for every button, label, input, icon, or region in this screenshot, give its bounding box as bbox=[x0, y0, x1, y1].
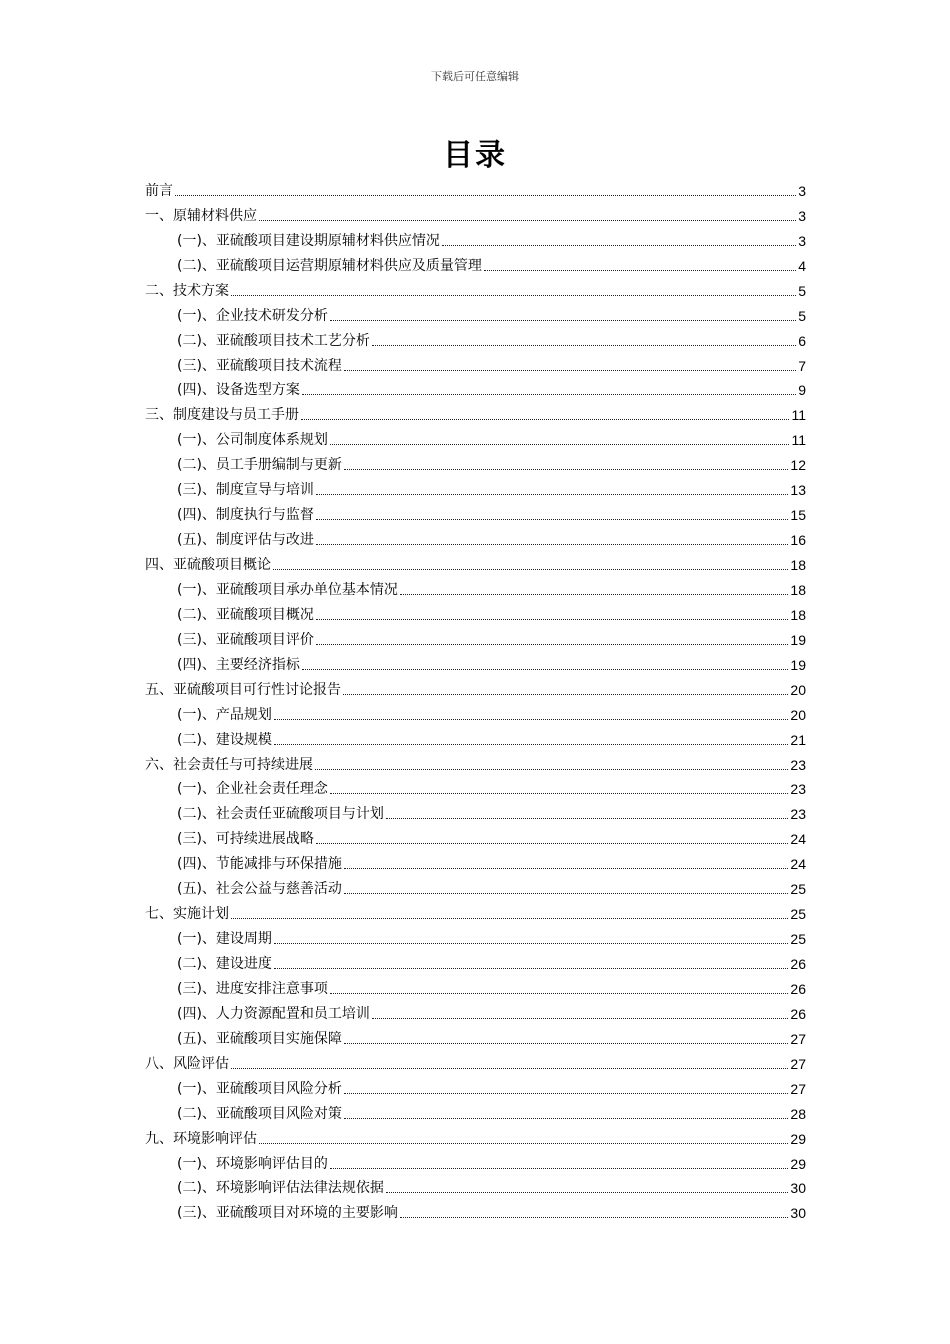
dot-leader bbox=[386, 817, 788, 819]
toc-entry-label: 八、风险评估 bbox=[145, 1055, 229, 1072]
dot-leader bbox=[316, 643, 788, 645]
toc-entry-page-number: 11 bbox=[791, 407, 806, 424]
dot-leader bbox=[231, 1067, 788, 1069]
toc-entry-label: (一)、公司制度体系规划 bbox=[177, 432, 328, 449]
toc-section-entry[interactable] bbox=[145, 899, 806, 924]
toc-subsection-entry[interactable] bbox=[145, 1174, 806, 1199]
toc-subsection-entry[interactable] bbox=[145, 500, 806, 525]
toc-section-entry[interactable] bbox=[145, 1049, 806, 1074]
toc-subsection-entry[interactable] bbox=[145, 376, 806, 401]
toc-entry-page-number: 7 bbox=[798, 357, 806, 374]
toc-entry-page-number: 23 bbox=[790, 781, 806, 798]
toc-entry-label: (二)、亚硫酸项目风险对策 bbox=[177, 1105, 342, 1122]
toc-entry-label: (一)、产品规划 bbox=[177, 706, 272, 723]
toc-subsection-entry[interactable] bbox=[145, 1099, 806, 1124]
page-title: 目录 bbox=[443, 138, 507, 173]
toc-entry-page-number: 20 bbox=[790, 681, 806, 698]
toc-subsection-entry[interactable] bbox=[145, 450, 806, 475]
toc-entry-label: (四)、设备选型方案 bbox=[177, 382, 300, 399]
toc-entry-page-number: 30 bbox=[790, 1180, 806, 1197]
toc-subsection-entry[interactable] bbox=[145, 700, 806, 725]
toc-entry-page-number: 18 bbox=[790, 557, 806, 573]
toc-entry-page-number: 19 bbox=[790, 631, 806, 648]
dot-leader bbox=[372, 344, 796, 346]
toc-subsection-entry[interactable] bbox=[145, 949, 806, 974]
toc-subsection-entry[interactable] bbox=[145, 1024, 806, 1049]
dot-leader bbox=[330, 992, 788, 994]
toc-entry-label: (一)、亚硫酸项目建设期原辅材料供应情况 bbox=[177, 232, 440, 249]
toc-entry-label: (二)、员工手册编制与更新 bbox=[177, 457, 342, 474]
toc-entry-page-number: 11 bbox=[791, 432, 806, 449]
toc-entry-page-number: 27 bbox=[790, 1055, 806, 1072]
dot-leader bbox=[274, 743, 788, 745]
toc-subsection-entry[interactable] bbox=[145, 475, 806, 500]
dot-leader bbox=[316, 842, 788, 844]
toc-entry-label: (一)、企业社会责任理念 bbox=[177, 781, 328, 798]
toc-subsection-entry[interactable] bbox=[145, 301, 806, 326]
toc-entry-label: (五)、亚硫酸项目实施保障 bbox=[177, 1030, 342, 1047]
dot-leader bbox=[344, 1092, 788, 1094]
toc-entry-label: 六、社会责任与可持续进展 bbox=[145, 756, 313, 773]
toc-entry-label: 五、亚硫酸项目可行性讨论报告 bbox=[145, 681, 341, 698]
toc-subsection-entry[interactable] bbox=[145, 251, 806, 276]
toc-entry-page-number: 3 bbox=[798, 232, 806, 249]
toc-entry-label: 七、实施计划 bbox=[145, 906, 229, 923]
toc-entry-page-number: 15 bbox=[790, 507, 806, 524]
dot-leader bbox=[372, 1017, 788, 1019]
toc-subsection-entry[interactable] bbox=[145, 725, 806, 750]
toc-entry-label: 一、原辅材料供应 bbox=[145, 207, 257, 224]
toc-entry-page-number: 26 bbox=[790, 956, 806, 972]
toc-entry-label: 九、环境影响评估 bbox=[145, 1130, 257, 1147]
toc-subsection-entry[interactable] bbox=[145, 1149, 806, 1174]
dot-leader bbox=[330, 319, 796, 321]
dot-leader bbox=[386, 1191, 788, 1193]
toc-subsection-entry[interactable] bbox=[145, 924, 806, 949]
toc-section-entry[interactable] bbox=[145, 550, 806, 575]
toc-entry-label: (二)、亚硫酸项目技术工艺分析 bbox=[177, 332, 370, 349]
toc-entry-label: (三)、进度安排注意事项 bbox=[177, 980, 328, 997]
toc-entry-page-number: 16 bbox=[790, 532, 806, 549]
dot-leader bbox=[316, 618, 788, 620]
dot-leader bbox=[344, 892, 788, 894]
toc-section-entry[interactable] bbox=[145, 675, 806, 700]
toc-entry-label: (一)、亚硫酸项目承办单位基本情况 bbox=[177, 581, 398, 598]
toc-entry-label: (五)、社会公益与慈善活动 bbox=[177, 881, 342, 898]
toc-entry-page-number: 29 bbox=[790, 1130, 806, 1147]
dot-leader bbox=[400, 1216, 788, 1218]
toc-entry-page-number: 18 bbox=[790, 581, 806, 598]
dot-leader bbox=[316, 518, 788, 520]
dot-leader bbox=[231, 294, 796, 296]
toc-entry-label: 二、技术方案 bbox=[145, 282, 229, 299]
dot-leader bbox=[302, 393, 796, 395]
dot-leader bbox=[175, 194, 796, 196]
toc-subsection-entry[interactable] bbox=[145, 226, 806, 251]
dot-leader bbox=[316, 543, 788, 545]
toc-entry-label: 前言 bbox=[145, 182, 173, 199]
toc-entry-page-number: 29 bbox=[790, 1155, 806, 1172]
toc-entry-page-number: 24 bbox=[790, 831, 806, 848]
table-of-contents bbox=[145, 176, 806, 1223]
toc-entry-page-number: 23 bbox=[790, 756, 806, 773]
toc-subsection-entry[interactable] bbox=[145, 974, 806, 999]
toc-entry-label: (二)、社会责任亚硫酸项目与计划 bbox=[177, 806, 384, 823]
dot-leader bbox=[330, 443, 790, 445]
toc-subsection-entry[interactable] bbox=[145, 799, 806, 824]
dot-leader bbox=[231, 917, 788, 919]
toc-subsection-entry[interactable] bbox=[145, 575, 806, 600]
toc-section-entry[interactable] bbox=[145, 201, 806, 226]
toc-entry-page-number: 3 bbox=[798, 207, 806, 224]
toc-section-entry[interactable] bbox=[145, 1124, 806, 1149]
toc-entry-page-number: 27 bbox=[790, 1080, 806, 1097]
toc-entry-label: (三)、亚硫酸项目对环境的主要影响 bbox=[177, 1205, 398, 1222]
toc-entry-label: (三)、制度宣导与培训 bbox=[177, 482, 314, 499]
toc-subsection-entry[interactable] bbox=[145, 600, 806, 625]
dot-leader bbox=[344, 468, 788, 470]
toc-entry-page-number: 12 bbox=[790, 457, 806, 474]
toc-entry-label: (一)、环境影响评估目的 bbox=[177, 1155, 328, 1172]
toc-subsection-entry[interactable] bbox=[145, 351, 806, 376]
toc-subsection-entry[interactable] bbox=[145, 775, 806, 800]
dot-leader bbox=[344, 867, 788, 869]
header-note: 下载后可任意编辑 bbox=[431, 70, 519, 83]
dot-leader bbox=[274, 942, 788, 944]
dot-leader bbox=[330, 1167, 788, 1169]
toc-entry-page-number: 26 bbox=[790, 980, 806, 997]
toc-subsection-entry[interactable] bbox=[145, 425, 806, 450]
toc-entry-page-number: 19 bbox=[790, 656, 806, 673]
toc-entry-label: (四)、制度执行与监督 bbox=[177, 507, 314, 524]
dot-leader bbox=[259, 1142, 788, 1144]
dot-leader bbox=[316, 493, 788, 495]
dot-leader bbox=[400, 593, 788, 595]
toc-entry-label: (三)、可持续进展战略 bbox=[177, 831, 314, 848]
toc-entry-page-number: 26 bbox=[790, 1005, 806, 1022]
toc-entry-page-number: 25 bbox=[790, 881, 806, 898]
dot-leader bbox=[274, 967, 788, 969]
toc-entry-page-number: 5 bbox=[798, 282, 806, 299]
toc-entry-page-number: 4 bbox=[798, 257, 806, 274]
toc-entry-label: (二)、建设进度 bbox=[177, 956, 272, 972]
toc-entry-label: (二)、建设规模 bbox=[177, 731, 272, 748]
toc-entry-label: (四)、节能减排与环保措施 bbox=[177, 856, 342, 873]
toc-entry-page-number: 20 bbox=[790, 706, 806, 723]
dot-leader bbox=[315, 768, 788, 770]
dot-leader bbox=[330, 792, 788, 794]
toc-entry-label: 三、制度建设与员工手册 bbox=[145, 407, 299, 424]
dot-leader bbox=[344, 1042, 788, 1044]
toc-entry-label: (五)、制度评估与改进 bbox=[177, 532, 314, 549]
toc-entry-label: (二)、亚硫酸项目运营期原辅材料供应及质量管理 bbox=[177, 257, 482, 274]
dot-leader bbox=[274, 718, 788, 720]
toc-subsection-entry[interactable] bbox=[145, 1198, 806, 1223]
toc-section-entry[interactable] bbox=[145, 750, 806, 775]
toc-section-entry[interactable] bbox=[145, 176, 806, 201]
toc-subsection-entry[interactable] bbox=[145, 625, 806, 650]
toc-entry-label: 四、亚硫酸项目概论 bbox=[145, 557, 271, 573]
dot-leader bbox=[344, 1117, 788, 1119]
toc-entry-label: (三)、亚硫酸项目技术流程 bbox=[177, 357, 342, 374]
dot-leader bbox=[259, 219, 796, 221]
toc-section-entry[interactable] bbox=[145, 276, 806, 301]
toc-entry-label: (一)、企业技术研发分析 bbox=[177, 307, 328, 324]
toc-entry-page-number: 25 bbox=[790, 906, 806, 923]
toc-entry-page-number: 28 bbox=[790, 1105, 806, 1122]
toc-subsection-entry[interactable] bbox=[145, 650, 806, 675]
toc-entry-label: (三)、亚硫酸项目评价 bbox=[177, 631, 314, 648]
toc-entry-page-number: 18 bbox=[790, 606, 806, 623]
toc-subsection-entry[interactable] bbox=[145, 525, 806, 550]
dot-leader bbox=[301, 418, 789, 420]
dot-leader bbox=[484, 269, 796, 271]
toc-entry-page-number: 24 bbox=[790, 856, 806, 873]
toc-entry-page-number: 13 bbox=[790, 482, 806, 499]
toc-subsection-entry[interactable] bbox=[145, 999, 806, 1024]
toc-entry-page-number: 6 bbox=[798, 332, 806, 349]
toc-section-entry[interactable] bbox=[145, 400, 806, 425]
toc-entry-label: (二)、环境影响评估法律法规依据 bbox=[177, 1180, 384, 1197]
toc-subsection-entry[interactable] bbox=[145, 1074, 806, 1099]
dot-leader bbox=[442, 244, 796, 246]
toc-subsection-entry[interactable] bbox=[145, 849, 806, 874]
toc-entry-page-number: 5 bbox=[798, 307, 806, 324]
toc-subsection-entry[interactable] bbox=[145, 326, 806, 351]
toc-entry-page-number: 25 bbox=[790, 931, 806, 948]
toc-entry-label: (一)、亚硫酸项目风险分析 bbox=[177, 1080, 342, 1097]
toc-entry-page-number: 27 bbox=[790, 1030, 806, 1047]
toc-entry-label: (一)、建设周期 bbox=[177, 931, 272, 948]
toc-entry-page-number: 3 bbox=[798, 182, 806, 199]
dot-leader bbox=[343, 693, 788, 695]
toc-entry-page-number: 9 bbox=[798, 382, 806, 399]
toc-subsection-entry[interactable] bbox=[145, 874, 806, 899]
toc-entry-label: (二)、亚硫酸项目概况 bbox=[177, 606, 314, 623]
toc-subsection-entry[interactable] bbox=[145, 824, 806, 849]
toc-entry-page-number: 21 bbox=[790, 731, 806, 748]
toc-entry-label: (四)、主要经济指标 bbox=[177, 656, 300, 673]
toc-entry-label: (四)、人力资源配置和员工培训 bbox=[177, 1005, 370, 1022]
toc-entry-page-number: 30 bbox=[790, 1205, 806, 1222]
dot-leader bbox=[302, 668, 788, 670]
toc-entry-page-number: 23 bbox=[790, 806, 806, 823]
dot-leader bbox=[344, 369, 796, 371]
dot-leader bbox=[273, 568, 788, 570]
